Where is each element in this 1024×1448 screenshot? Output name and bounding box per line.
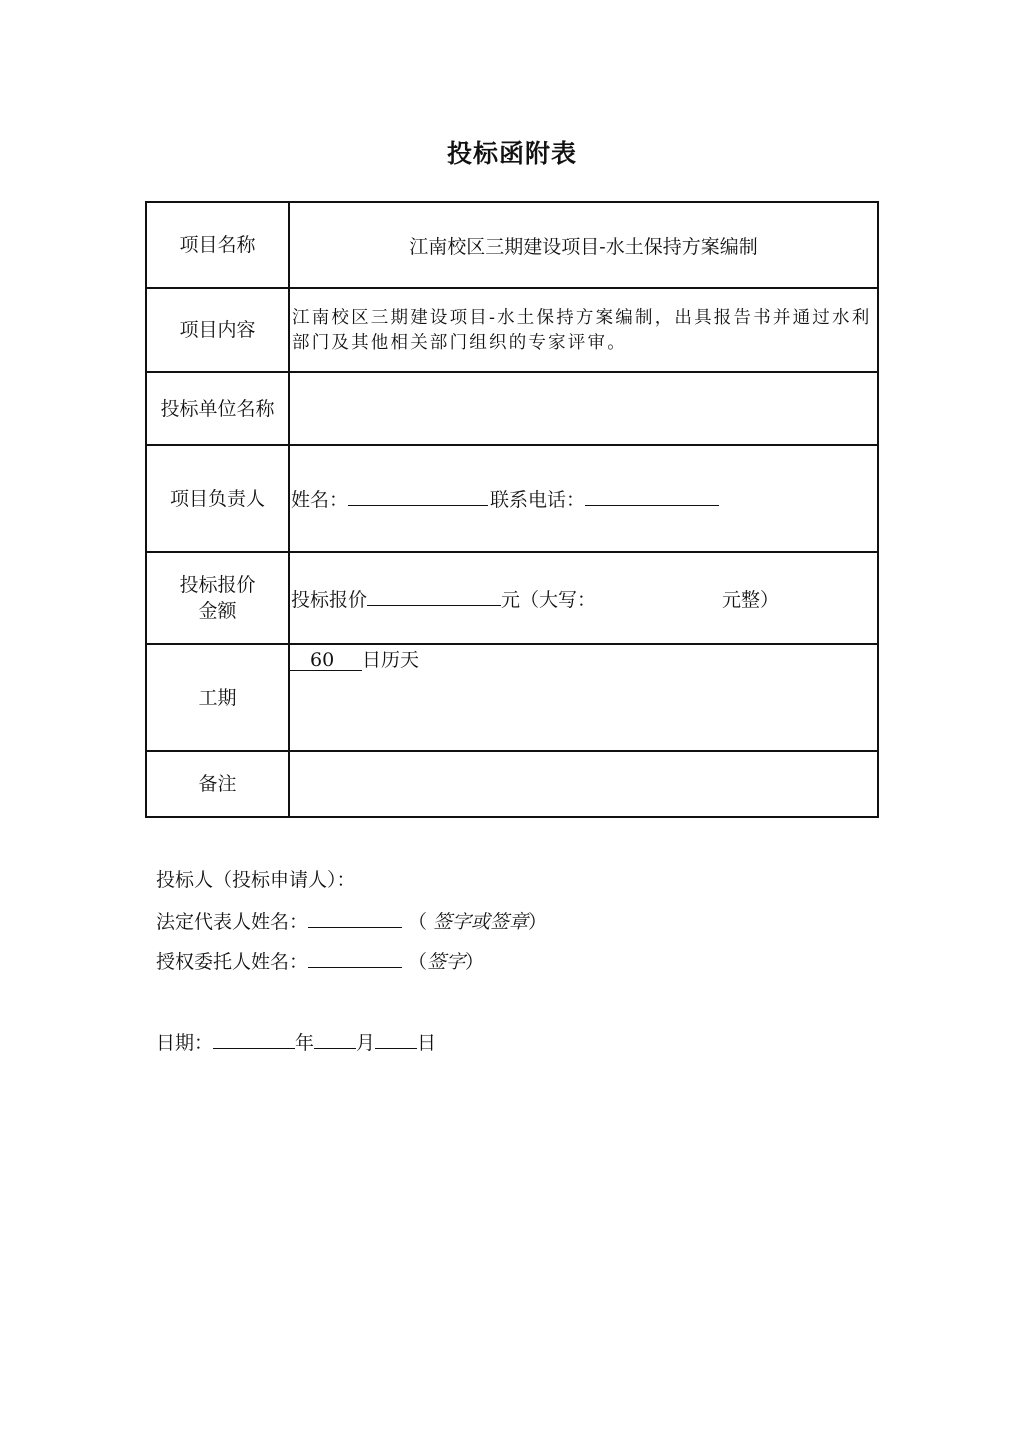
project-leader-label: 项目负责人 bbox=[146, 445, 289, 552]
date-year-field[interactable] bbox=[213, 1026, 295, 1049]
project-leader-cell bbox=[289, 445, 878, 552]
bid-amount-label-cell bbox=[146, 552, 289, 644]
table-row-remarks bbox=[146, 751, 878, 817]
project-name-label: 项目名称 bbox=[146, 202, 289, 288]
bid-amount-prefix: 投标报价 bbox=[291, 588, 368, 611]
date-label: 日期： bbox=[156, 1032, 214, 1054]
date-month-label: 月 bbox=[356, 1032, 376, 1054]
table-row-bid-amount bbox=[146, 552, 878, 644]
project-leader-line bbox=[290, 485, 877, 512]
date-line bbox=[156, 1026, 436, 1055]
date-day-label: 日 bbox=[417, 1032, 437, 1054]
bidder-name-label: 投标单位名称 bbox=[146, 372, 289, 445]
period-value-field[interactable] bbox=[290, 650, 362, 671]
bidder-label: 投标人（投标申请人）： bbox=[156, 869, 356, 891]
bid-amount-unit: 元（大写： bbox=[501, 588, 597, 611]
project-content-value: 江南校区三期建设项目-水土保持方案编制，出具报告书并通过水利部门及其他相关部门组织的专家评审。 bbox=[289, 288, 878, 372]
authorized-line bbox=[156, 945, 484, 974]
legal-rep-note-open: （ bbox=[408, 911, 428, 933]
remarks-label: 备注 bbox=[146, 751, 289, 817]
bidder-signature-line bbox=[156, 865, 356, 892]
legal-rep-label: 法定代表人姓名： bbox=[156, 911, 309, 933]
bid-amount-cell bbox=[289, 552, 878, 644]
bid-amount-label-line2: 金额 bbox=[198, 600, 237, 622]
leader-name-field[interactable] bbox=[348, 485, 488, 506]
legal-rep-field[interactable] bbox=[308, 905, 402, 928]
period-cell bbox=[289, 644, 878, 751]
table-row-project-name bbox=[146, 202, 878, 288]
period-label: 工期 bbox=[146, 644, 289, 751]
authorized-note: 签字 bbox=[427, 951, 466, 973]
date-month-field[interactable] bbox=[314, 1026, 356, 1049]
bid-appendix-table bbox=[145, 201, 879, 818]
authorized-note-close: ） bbox=[465, 951, 485, 973]
date-day-field[interactable] bbox=[375, 1026, 417, 1049]
period-value: 60 bbox=[310, 649, 335, 671]
page-title: 投标函附表 bbox=[446, 139, 577, 168]
bid-amount-label-line1: 投标报价 bbox=[179, 574, 256, 596]
project-name-value: 江南校区三期建设项目-水土保持方案编制 bbox=[289, 202, 878, 288]
bid-amount-suffix: 元整） bbox=[722, 588, 780, 611]
authorized-note-open: （ bbox=[408, 951, 428, 973]
table-row-period bbox=[146, 644, 878, 751]
table-row-project-content bbox=[146, 288, 878, 372]
leader-name-label: 姓名： bbox=[291, 489, 349, 511]
legal-rep-note-close: ） bbox=[528, 911, 548, 933]
period-unit: 日历天 bbox=[362, 649, 420, 671]
date-year-label: 年 bbox=[295, 1032, 315, 1054]
remarks-field[interactable] bbox=[289, 751, 878, 817]
leader-phone-field[interactable] bbox=[585, 485, 719, 506]
bid-amount-field[interactable] bbox=[367, 585, 501, 606]
authorized-label: 授权委托人姓名： bbox=[156, 951, 309, 973]
bidder-name-field[interactable] bbox=[289, 372, 878, 445]
project-content-label: 项目内容 bbox=[146, 288, 289, 372]
table-row-bidder-name bbox=[146, 372, 878, 445]
leader-phone-label: 联系电话： bbox=[490, 489, 586, 511]
legal-rep-line bbox=[156, 905, 547, 934]
table-row-project-leader bbox=[146, 445, 878, 552]
legal-rep-note: 签字或签章 bbox=[433, 911, 529, 933]
authorized-field[interactable] bbox=[308, 945, 402, 968]
bid-amount-line bbox=[290, 585, 877, 612]
